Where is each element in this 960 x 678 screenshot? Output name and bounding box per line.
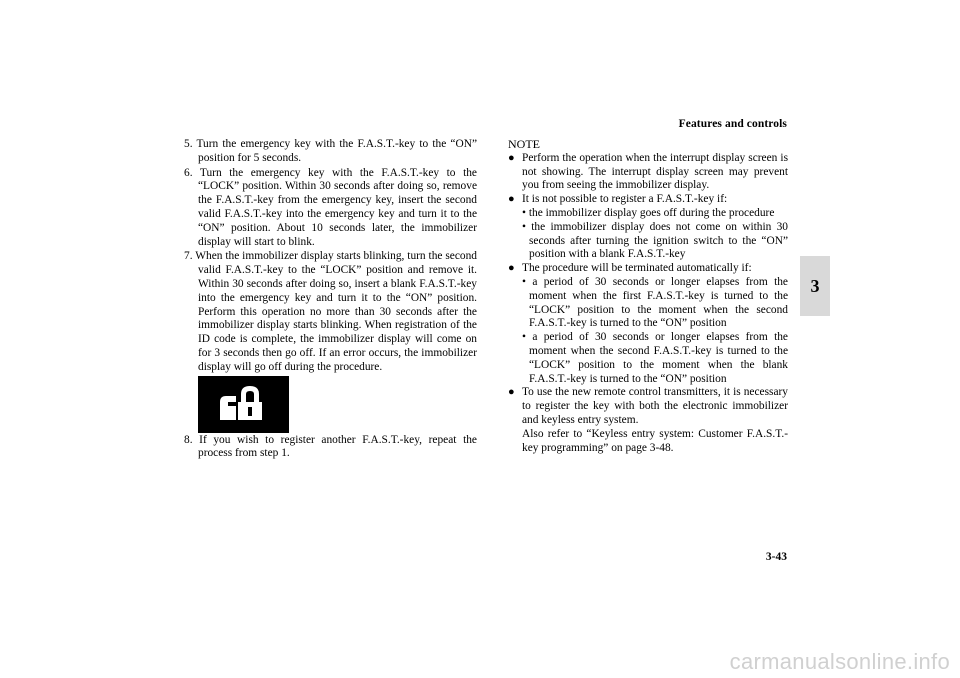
section-title: Features and controls <box>678 118 787 130</box>
note-sub-item: • the immobilizer display goes off during the procedure <box>522 206 775 219</box>
bullet-icon: ● <box>508 151 515 164</box>
bullet-icon: ● <box>508 262 515 275</box>
bullet-icon: ● <box>508 193 515 206</box>
note-item-text: Perform the operation when the interrupt display screen is not showing. The interrupt display screen may prevent you from seeing the immobilizer display. <box>522 151 788 192</box>
note-title: NOTE <box>508 137 540 151</box>
step-7: 7. When the immobilizer display starts blinking, turn the second valid F.A.S.T.-key to the “LOCK” position and remove it. Within 30 seconds after doing so, insert a blank F.A.S.T.-key into the emergency key and turn it to the “ON” position. Perform this operation no more than 30 seconds after the immobilizer display starts blinking. When registration of the ID code is complete, the immobilizer display will come on for 3 seconds then go off. If an error occurs, the immobilizer display will go off during the procedure. <box>184 250 477 373</box>
lock-icon <box>214 382 274 426</box>
watermark: carmanualsonline.info <box>729 649 950 674</box>
note-item-text: To use the new remote control transmitters, it is necessary to register the key with both the electronic immobilizer and keyless entry system. <box>522 386 788 426</box>
immobilizer-display-lock-icon <box>198 376 289 433</box>
step-8: 8. If you wish to register another F.A.S.T.-key, repeat the process from step 1. <box>184 433 477 460</box>
page-number: 3-43 <box>765 551 787 563</box>
note-item <box>508 193 788 262</box>
chapter-number: 3 <box>810 275 820 296</box>
note-sub-item: • a period of 30 seconds or longer elapses from the moment when the first F.A.S.T.-key is turned to the “LOCK” position to the moment when the second F.A.S.T.-key is turned to the “ON” position <box>522 275 788 330</box>
note-item <box>508 262 788 386</box>
step-5: 5. Turn the emergency key with the F.A.S.T.-key to the “ON” position for 5 seconds. <box>184 138 477 164</box>
note-item-text: The procedure will be terminated automatically if: <box>522 262 752 275</box>
note-column <box>508 138 788 455</box>
chapter-tab <box>800 256 830 316</box>
note-item-text: It is not possible to register a F.A.S.T.-key if: <box>522 193 728 206</box>
left-column <box>184 138 477 462</box>
note-item <box>508 386 788 455</box>
note-item <box>508 152 788 193</box>
note-sub-item: • the immobilizer display does not come on within 30 seconds after turning the ignition switch to the “ON” position with a blank F.A.S.T.-key <box>522 220 788 261</box>
bullet-icon: ● <box>508 386 515 399</box>
step-6: 6. Turn the emergency key with the F.A.S.T.-key to the “LOCK” position. Within 30 seconds after doing so, remove the F.A.S.T.-key from the emergency key, insert the second valid F.A.S.T.-key into the emergency key and turn it to the “ON” position. About 10 seconds later, the immobilizer display will start to blink. <box>184 166 477 248</box>
note-item-extra: Also refer to “Keyless entry system: Customer F.A.S.T.-key programming” on page 3-48. <box>522 427 788 454</box>
note-sub-item: • a period of 30 seconds or longer elapses from the moment when the second F.A.S.T.-key is turned to the “LOCK” position to the moment when the blank F.A.S.T.-key is turned to the “ON” position <box>522 331 788 385</box>
